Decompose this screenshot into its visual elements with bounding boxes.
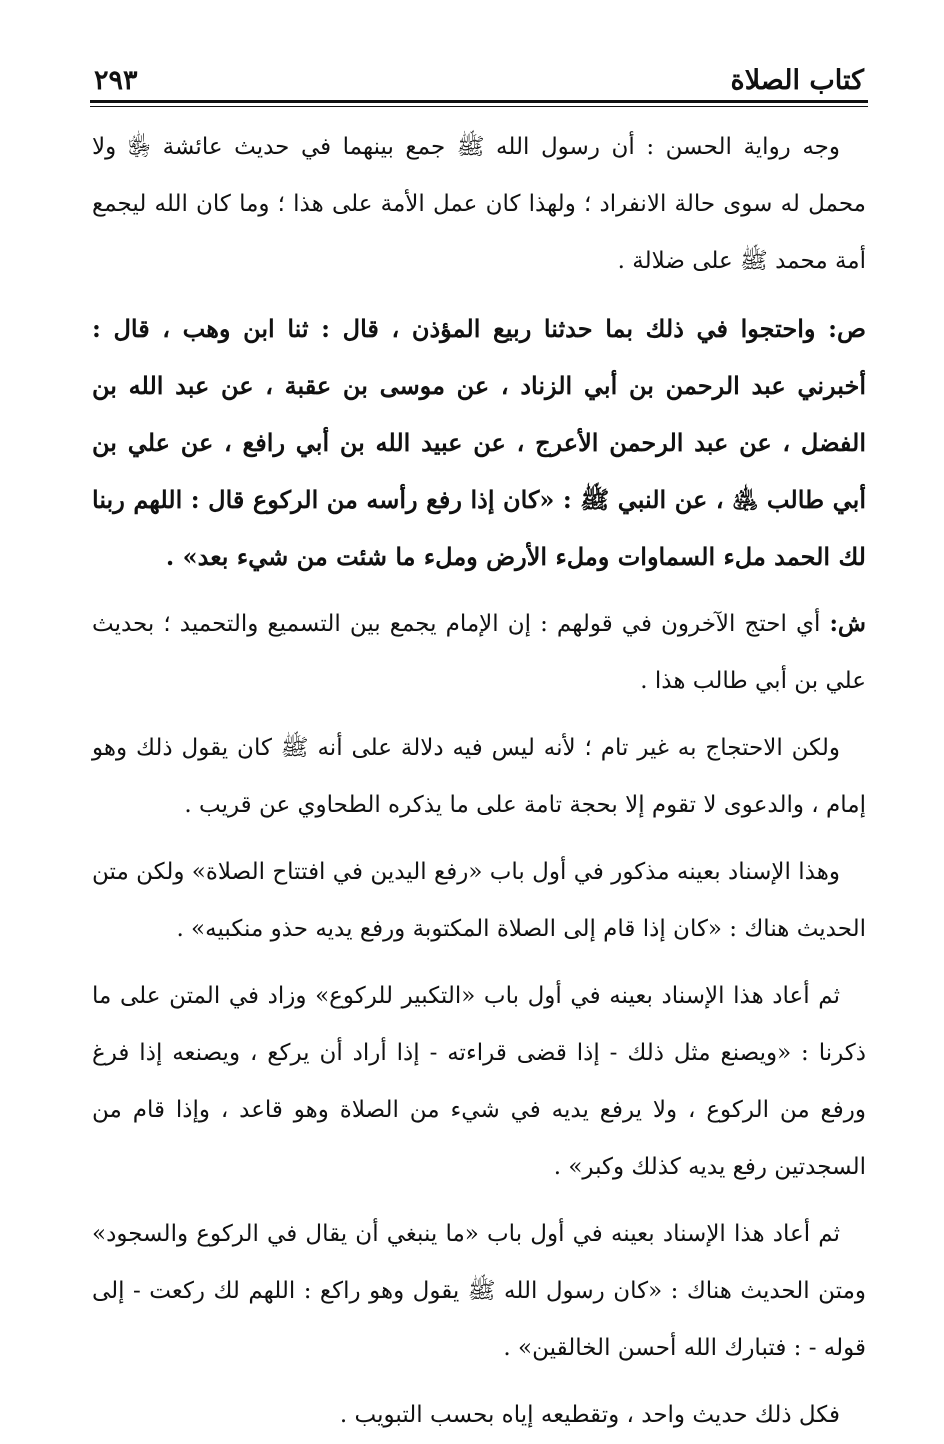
paragraph-text: وهذا الإسناد بعينه مذكور في أول باب «رفع اليدين في افتتاح الصلاة» ولكن متن الحديث هناك : «كان إذا قام إلى الصلاة المكتوبة ورفع يديه حذو منكبيه» . [92, 859, 866, 942]
paragraph-1 [90, 119, 868, 290]
header-rule-thin [90, 106, 868, 107]
sad-marker: ص: [828, 314, 867, 343]
book-page [90, 50, 868, 1444]
paragraph-gap [90, 290, 868, 300]
paragraph-gap [90, 1196, 868, 1206]
paragraph-8 [90, 1387, 868, 1444]
running-title: كتاب الصلاة [730, 65, 864, 96]
paragraph-4 [90, 720, 868, 834]
body-text [90, 119, 868, 1444]
paragraph-gap [90, 710, 868, 720]
paragraph-text: وجه رواية الحسن : أن رسول الله ﷺ جمع بينهما في حديث عائشة ﵂ ولا محمل له سوى حالة الانفراد ؛ ولهذا كان عمل الأمة على هذا ؛ وما كان الله ليجمع أمة محمد ﷺ على ضلالة . [92, 134, 866, 274]
paragraph-text: ثم أعاد هذا الإسناد بعينه في أول باب «ما ينبغي أن يقال في الركوع والسجود» ومتن الحديث هناك : «كان رسول الله ﷺ يقول وهو راكع : اللهم لك ركعت - إلى قوله - : فتبارك الله أحسن الخالقين» . [92, 1221, 866, 1361]
paragraph-gap [90, 585, 868, 595]
paragraph-6 [90, 968, 868, 1196]
paragraph-gap [90, 834, 868, 844]
shin-marker: ش: [829, 610, 867, 637]
paragraph-5 [90, 844, 868, 958]
paragraph-text: ولكن الاحتجاج به غير تام ؛ لأنه ليس فيه دلالة على أنه ﷺ كان يقول ذلك وهو إمام ، والدعوى لا تقوم إلا بحجة تامة على ما يذكره الطحاوي عن قريب . [92, 735, 866, 818]
paragraph-7 [90, 1206, 868, 1377]
paragraph-text: واحتجوا في ذلك بما حدثنا ربيع المؤذن ، قال : ثنا ابن وهب ، قال : أخبرني عبد الرحمن بن أبي الزناد ، عن موسى بن عقبة ، عن عبد الله بن الفضل ، عن عبد الرحمن الأعرج ، عن عبيد الله بن أبي رافع ، عن علي بن أبي طالب ﵁ ، عن النبي ﷺ : «كان إذا رفع رأسه من الركوع قال : اللهم ربنا لك الحمد ملء السماوات وملء الأرض وملء ما شئت من شيء بعد» . [92, 314, 866, 571]
paragraph-2-hadith [90, 300, 868, 585]
paragraph-gap [90, 1377, 868, 1387]
paragraph-text: فكل ذلك حديث واحد ، وتقطيعه إياه بحسب التبويب . [339, 1402, 840, 1428]
header-rule-thick [90, 100, 868, 103]
page-number: ٢٩٣ [94, 65, 138, 96]
paragraph-text: أي احتج الآخرون في قولهم : إن الإمام يجمع بين التسميع والتحميد ؛ بحديث علي بن أبي طالب هذا . [92, 611, 866, 694]
paragraph-text: ثم أعاد هذا الإسناد بعينه في أول باب «التكبير للركوع» وزاد في المتن على ما ذكرنا : «ويصنع مثل ذلك - إذا قضى قراءته - إذا أراد أن يركع ، ويصنعه إذا فرغ ورفع من الركوع ، ولا يرفع يديه في شيء من الصلاة وهو قاعد ، وإذا قام من السجدتين رفع يديه كذلك وكبر» . [92, 983, 866, 1180]
running-header [90, 50, 868, 94]
paragraph-3 [90, 595, 868, 710]
paragraph-gap [90, 958, 868, 968]
